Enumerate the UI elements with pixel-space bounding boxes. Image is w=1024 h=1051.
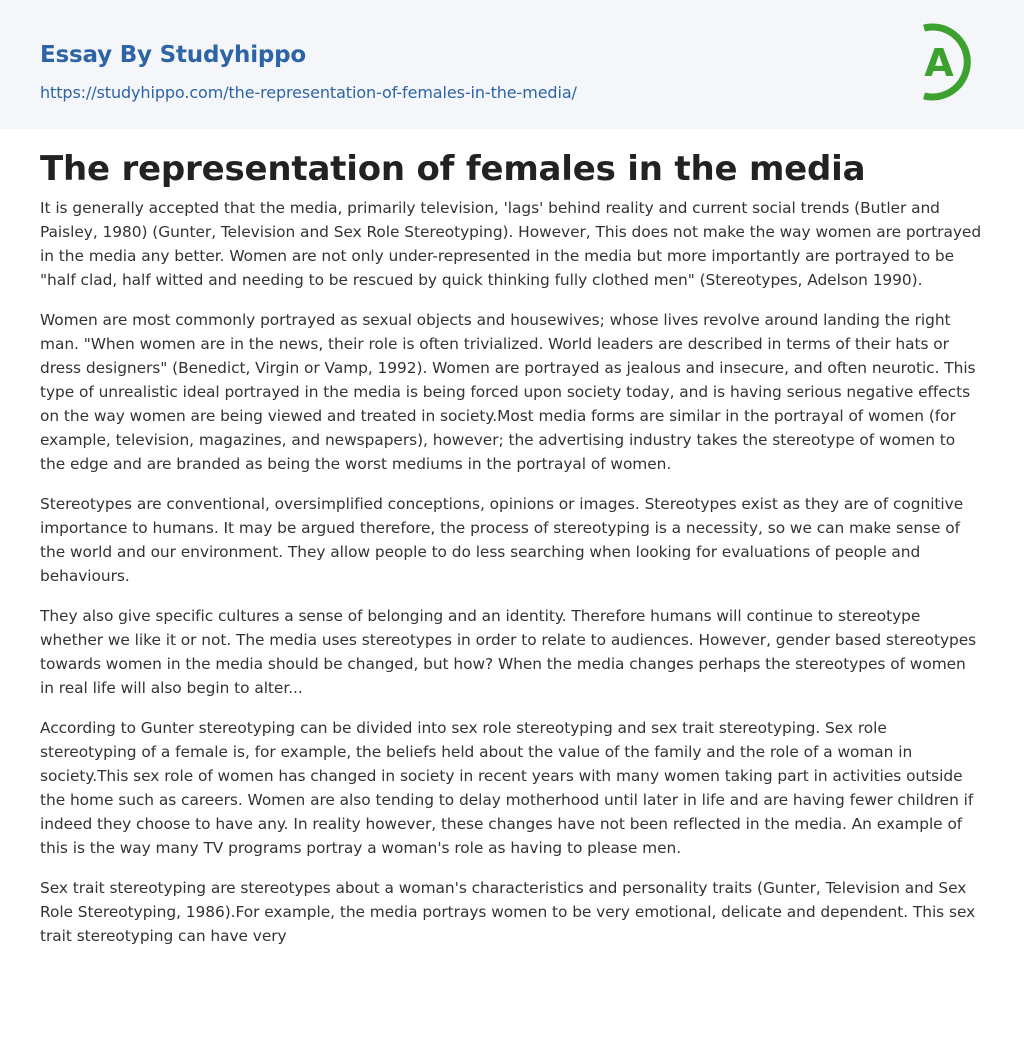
article-paragraph: Women are most commonly portrayed as sexual objects and housewives; whose lives revolve around landing the right man. "When women are in the news, their role is often trivialized. World leaders are described in terms of their hats or dress designers" (Benedict, Virgin or Vamp, 1992). Women are portrayed as jealous and insecure, and often neurotic. This type of unrealistic ideal portrayed in the media is being forced upon society today, and is having serious negative effects on the way women are being viewed and treated in society.Most media forms are similar in the portrayal of women (for example, television, magazines, and newspapers), however; the advertising industry takes the stereotype of women to the edge and are branded as being the worst mediums in the portrayal of women.	[40, 311, 976, 473]
article-paragraph: According to Gunter stereotyping can be divided into sex role stereotyping and sex trait stereotyping. Sex role stereotyping of a female is, for example, the beliefs held about the value of the family and the role of a woman in society.This sex role of women has changed in society in recent years with many women taking part in activities outside the home such as careers. Women are also tending to delay motherhood until later in life and are having fewer children if indeed they choose to have any. In reality however, these changes have not been reflected in the media. An example of this is the way many TV programs portray a woman's role as having to please men.	[40, 719, 974, 857]
brand-title[interactable]: Essay By Studyhippo	[40, 42, 307, 68]
studyhippo-logo-icon[interactable]	[912, 19, 986, 105]
article-title: The representation of females in the media	[40, 149, 866, 189]
article-body	[0, 129, 1024, 948]
article-paragraph: They also give specific cultures a sense of belonging and an identity. Therefore humans will continue to stereotype whether we like it or not. The media uses stereotypes in order to relate to audiences. However, gender based stereotypes towards women in the media should be changed, but how? When the media changes perhaps the stereotypes of women in real life will also begin to alter...	[40, 607, 977, 697]
essay-url-link[interactable]: https://studyhippo.com/the-representation-of-females-in-the-media/	[40, 83, 577, 102]
article-paragraph: Stereotypes are conventional, oversimplified conceptions, opinions or images. Stereotypes exist as they are of cognitive importance to humans. It may be argued therefore, the process of stereotyping is a necessity, so we can make sense of the world and our environment. They allow people to do less searching when looking for evaluations of people and behaviours.	[40, 495, 964, 585]
article-paragraph: Sex trait stereotyping are stereotypes about a woman's characteristics and personality traits (Gunter, Television and Sex Role Stereotyping, 1986).For example, the media portrays women to be very emotional, delicate and dependent. This sex trait stereotyping can have very	[40, 879, 976, 945]
site-header	[0, 0, 1024, 129]
article-paragraph: It is generally accepted that the media, primarily television, 'lags' behind reality and current social trends (Butler and Paisley, 1980) (Gunter, Television and Sex Role Stereotyping). However, This does not make the way women are portrayed in the media any better. Women are not only under-represented in the media but more importantly are portrayed to be "half clad, half witted and needing to be rescued by quick thinking fully clothed men" (Stereotypes, Adelson 1990).	[40, 199, 982, 289]
logo-letter: A	[924, 41, 954, 85]
